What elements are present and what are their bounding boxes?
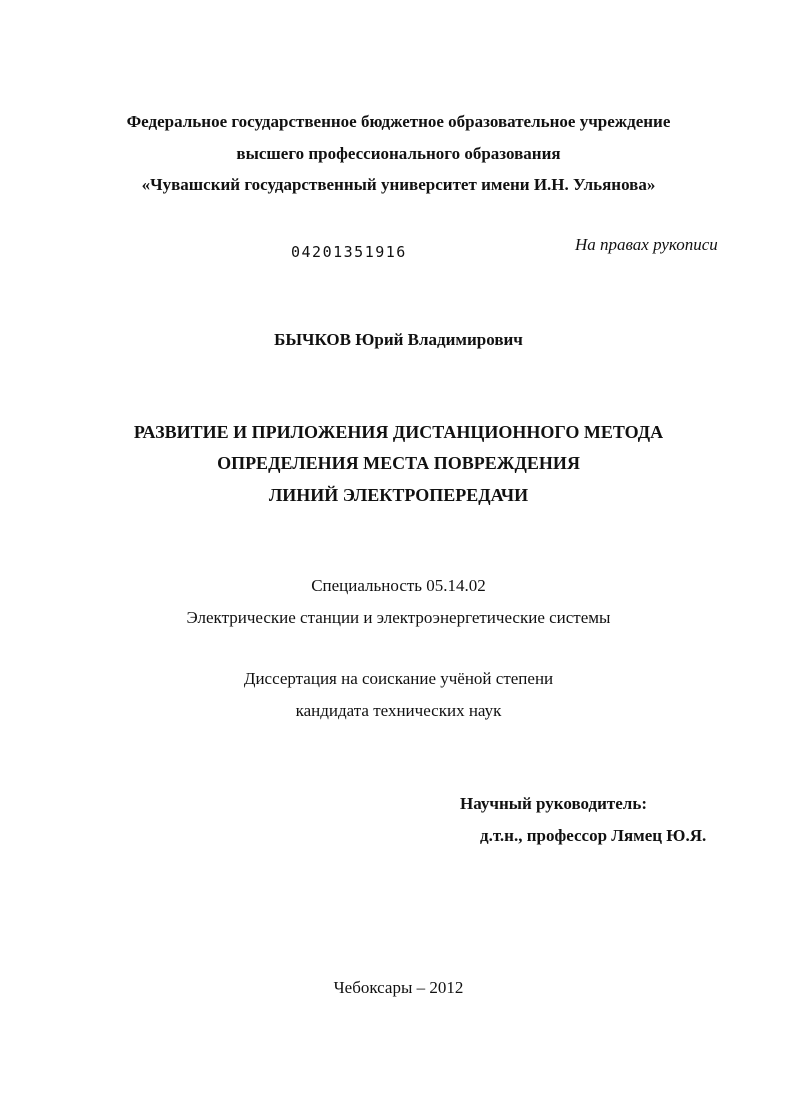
dissertation-purpose-line-1: Диссертация на соискание учёной степени: [243, 669, 554, 688]
thesis-title-line-2: ОПРЕДЕЛЕНИЯ МЕСТА ПОВРЕЖДЕНИЯ: [217, 453, 580, 473]
author-name: БЫЧКОВ Юрий Владимирович: [274, 330, 523, 349]
dissertation-purpose-line-2: кандидата технических наук: [295, 701, 502, 720]
thesis-title-line-1: РАЗВИТИЕ И ПРИЛОЖЕНИЯ ДИСТАНЦИОННОГО МЕТОДА: [133, 422, 664, 442]
supervisor-label: Научный руководитель:: [460, 794, 647, 813]
supervisor-name: д.т.н., профессор Лямец Ю.Я.: [480, 826, 707, 845]
specialty-code: Специальность 05.14.02: [311, 576, 486, 595]
city-year: Чебоксары – 2012: [333, 978, 464, 997]
registration-code: 04201351916: [291, 243, 407, 261]
organization-line-1: Федеральное государственное бюджетное образовательное учреждение: [126, 112, 671, 131]
organization-line-3: «Чувашский государственный университет имени И.Н. Ульянова»: [141, 175, 656, 194]
specialty-name: Электрические станции и электроэнергетические системы: [186, 608, 611, 627]
manuscript-rights-note: На правах рукописи: [575, 235, 718, 254]
organization-line-2: высшего профессионального образования: [236, 144, 561, 163]
thesis-title-line-3: ЛИНИЙ ЭЛЕКТРОПЕРЕДАЧИ: [268, 485, 529, 505]
